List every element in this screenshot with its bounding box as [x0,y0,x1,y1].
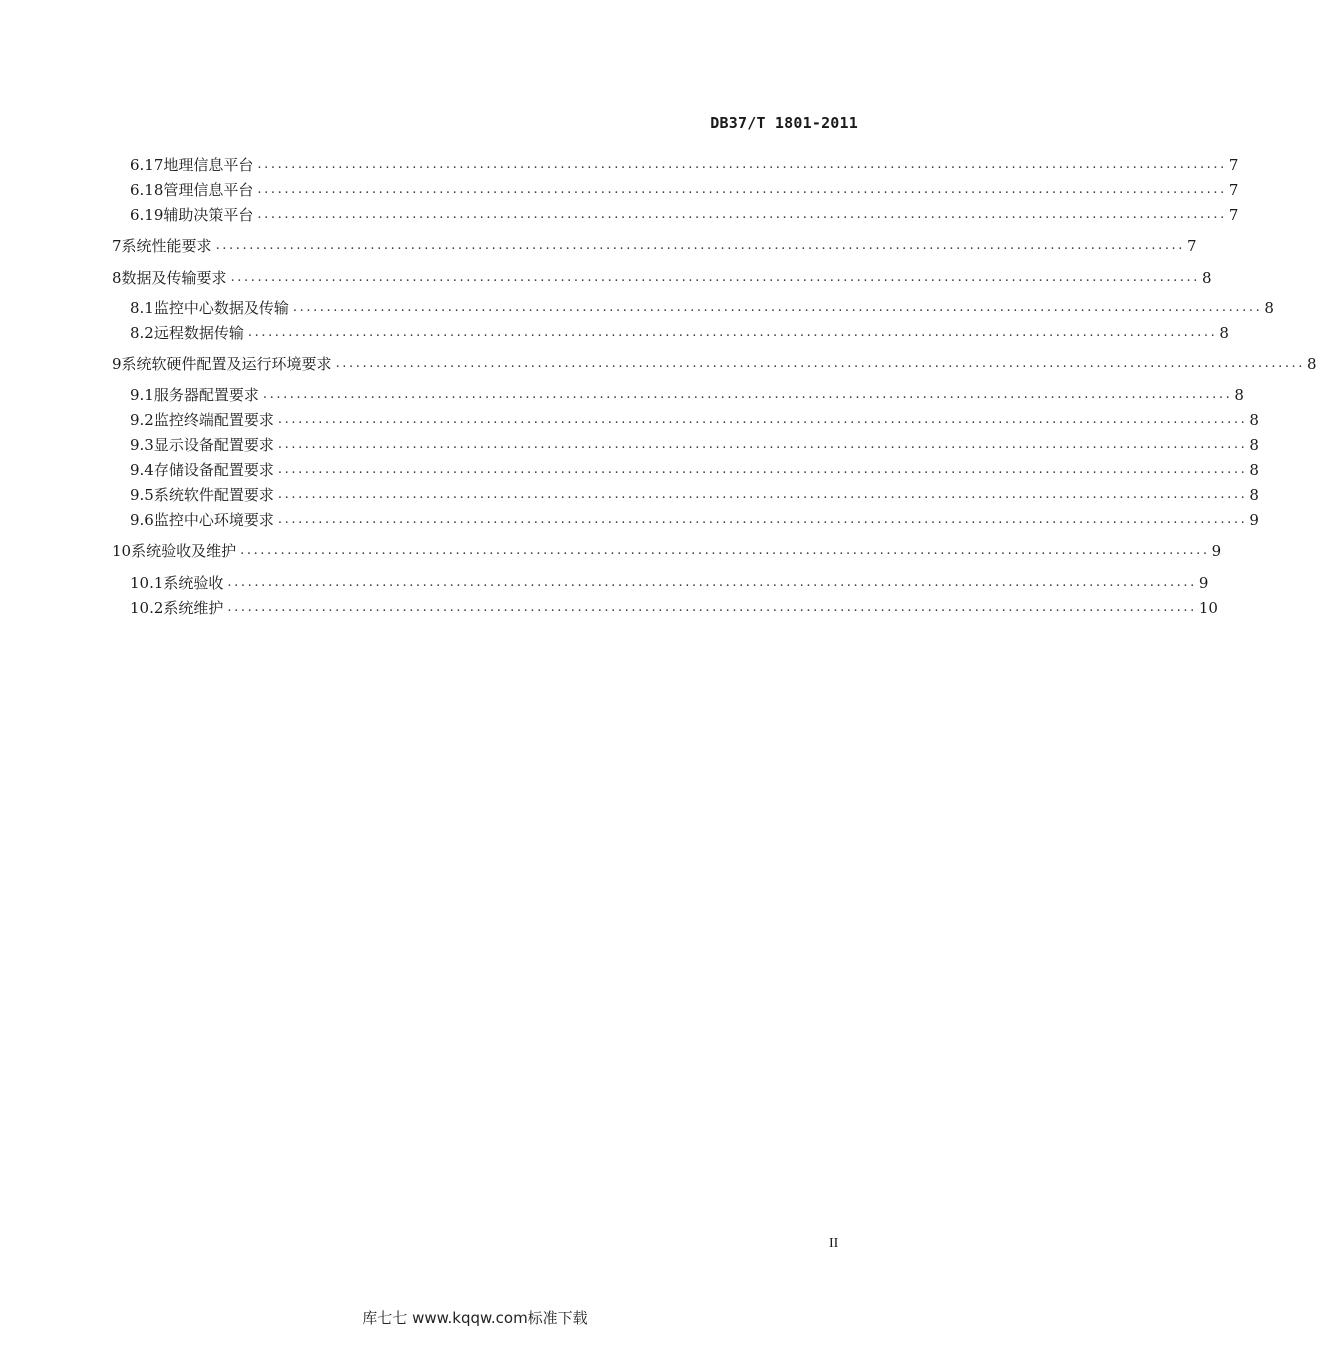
toc-entry-6-19[interactable] [130,205,1239,225]
toc-leader-dots: ................................................................................................................................................ [277,437,1248,452]
toc-page: 9 [1198,574,1209,592]
toc-page: 7 [1228,181,1239,199]
toc-title: 监控终端配置要求 [153,411,274,429]
toc-leader-dots: ................................................................................................................................................ [215,238,1186,253]
toc-number: 8.2 [130,324,154,342]
toc-number: 9.2 [130,411,154,429]
toc-page: 8 [1249,436,1259,454]
toc-title: 监控中心数据及传输 [153,299,289,317]
toc-leader-dots: ................................................................................................................................................ [277,487,1248,502]
toc-title: 数据及传输要求 [121,269,227,287]
toc-number: 8 [112,269,122,287]
toc-number: 6.17 [130,156,164,174]
toc-page: 8 [1219,324,1229,342]
toc-page: 8 [1249,461,1259,479]
toc-title: 系统性能要求 [121,237,212,255]
toc-entry-9-2[interactable] [130,410,1259,430]
toc-page: 7 [1228,156,1239,174]
toc-title: 辅助决策平台 [163,206,254,224]
toc-number: 10.2 [130,599,164,617]
page-number: II [829,1236,839,1251]
toc-leader-dots: ................................................................................................................................................ [277,462,1248,477]
toc-title: 系统验收及维护 [131,542,237,560]
toc-title: 服务器配置要求 [153,386,259,404]
toc-title: 远程数据传输 [153,324,244,342]
toc-number: 7 [112,237,122,255]
toc-leader-dots: ................................................................................................................................................ [257,182,1227,197]
toc-page: 7 [1228,206,1239,224]
toc-page: 9 [1211,542,1222,560]
toc-leader-dots: ................................................................................................................................................ [247,325,1218,340]
toc-page: 8 [1307,355,1317,373]
toc-entry-9-4[interactable] [130,460,1259,480]
toc-entry-8-2[interactable] [130,323,1229,343]
toc-leader-dots: ................................................................................................................................................ [227,600,1197,615]
toc-page: 8 [1202,269,1212,287]
toc-title: 系统验收 [163,574,224,592]
toc-number: 9.3 [130,436,154,454]
toc-title: 系统软件配置要求 [153,486,274,504]
toc-entry-9-6[interactable] [130,510,1259,530]
toc-title: 管理信息平台 [163,181,254,199]
toc-entry-7[interactable] [112,236,1197,256]
toc-leader-dots: ................................................................................................................................................ [277,512,1248,527]
toc-leader-dots: ................................................................................................................................................ [240,543,1210,558]
toc-number: 10.1 [130,574,164,592]
standard-code-header: DB37/T 1801-2011 [710,114,858,132]
toc-leader-dots: ................................................................................................................................................ [292,300,1263,315]
toc-leader-dots: ................................................................................................................................................ [257,157,1227,172]
toc-number: 9.5 [130,486,154,504]
toc-leader-dots: ................................................................................................................................................ [277,412,1248,427]
toc-entry-8-1[interactable] [130,298,1274,318]
toc-entry-8[interactable] [112,268,1212,288]
toc-leader-dots: ................................................................................................................................................ [257,207,1227,222]
toc-entry-9-1[interactable] [130,385,1244,405]
toc-number: 9.6 [130,511,154,529]
toc-entry-9-5[interactable] [130,485,1259,505]
toc-title: 监控中心环境要求 [153,511,274,529]
toc-title: 系统维护 [163,599,224,617]
toc-title: 系统软硬件配置及运行环境要求 [121,355,332,373]
toc-entry-10[interactable] [112,541,1222,561]
toc-entry-9-3[interactable] [130,435,1259,455]
toc-leader-dots: ................................................................................................................................................ [230,270,1201,285]
toc-page: 8 [1264,299,1274,317]
toc-number: 6.19 [130,206,164,224]
toc-entry-6-17[interactable] [130,155,1239,175]
toc-page: 9 [1249,511,1259,529]
toc-leader-dots: ................................................................................................................................................ [262,387,1233,402]
toc-page: 7 [1187,237,1197,255]
toc-number: 8.1 [130,299,154,317]
toc-number: 10 [112,542,132,560]
toc-title: 地理信息平台 [163,156,254,174]
toc-entry-10-1[interactable] [130,573,1209,593]
toc-page: 10 [1198,599,1218,617]
watermark-footer: 库七七 www.kqqw.com标准下载 [362,1309,588,1327]
toc-page: 8 [1234,386,1244,404]
toc-entry-6-18[interactable] [130,180,1239,200]
toc-number: 9.1 [130,386,154,404]
toc-entry-10-2[interactable] [130,598,1218,618]
toc-number: 9 [112,355,122,373]
toc-title: 存储设备配置要求 [153,461,274,479]
toc-page: 8 [1249,486,1259,504]
toc-entry-9[interactable] [112,354,1317,374]
toc-leader-dots: ................................................................................................................................................ [335,356,1306,371]
toc-leader-dots: ................................................................................................................................................ [227,575,1197,590]
toc-title: 显示设备配置要求 [153,436,274,454]
toc-number: 9.4 [130,461,154,479]
toc-number: 6.18 [130,181,164,199]
toc-page: 8 [1249,411,1259,429]
